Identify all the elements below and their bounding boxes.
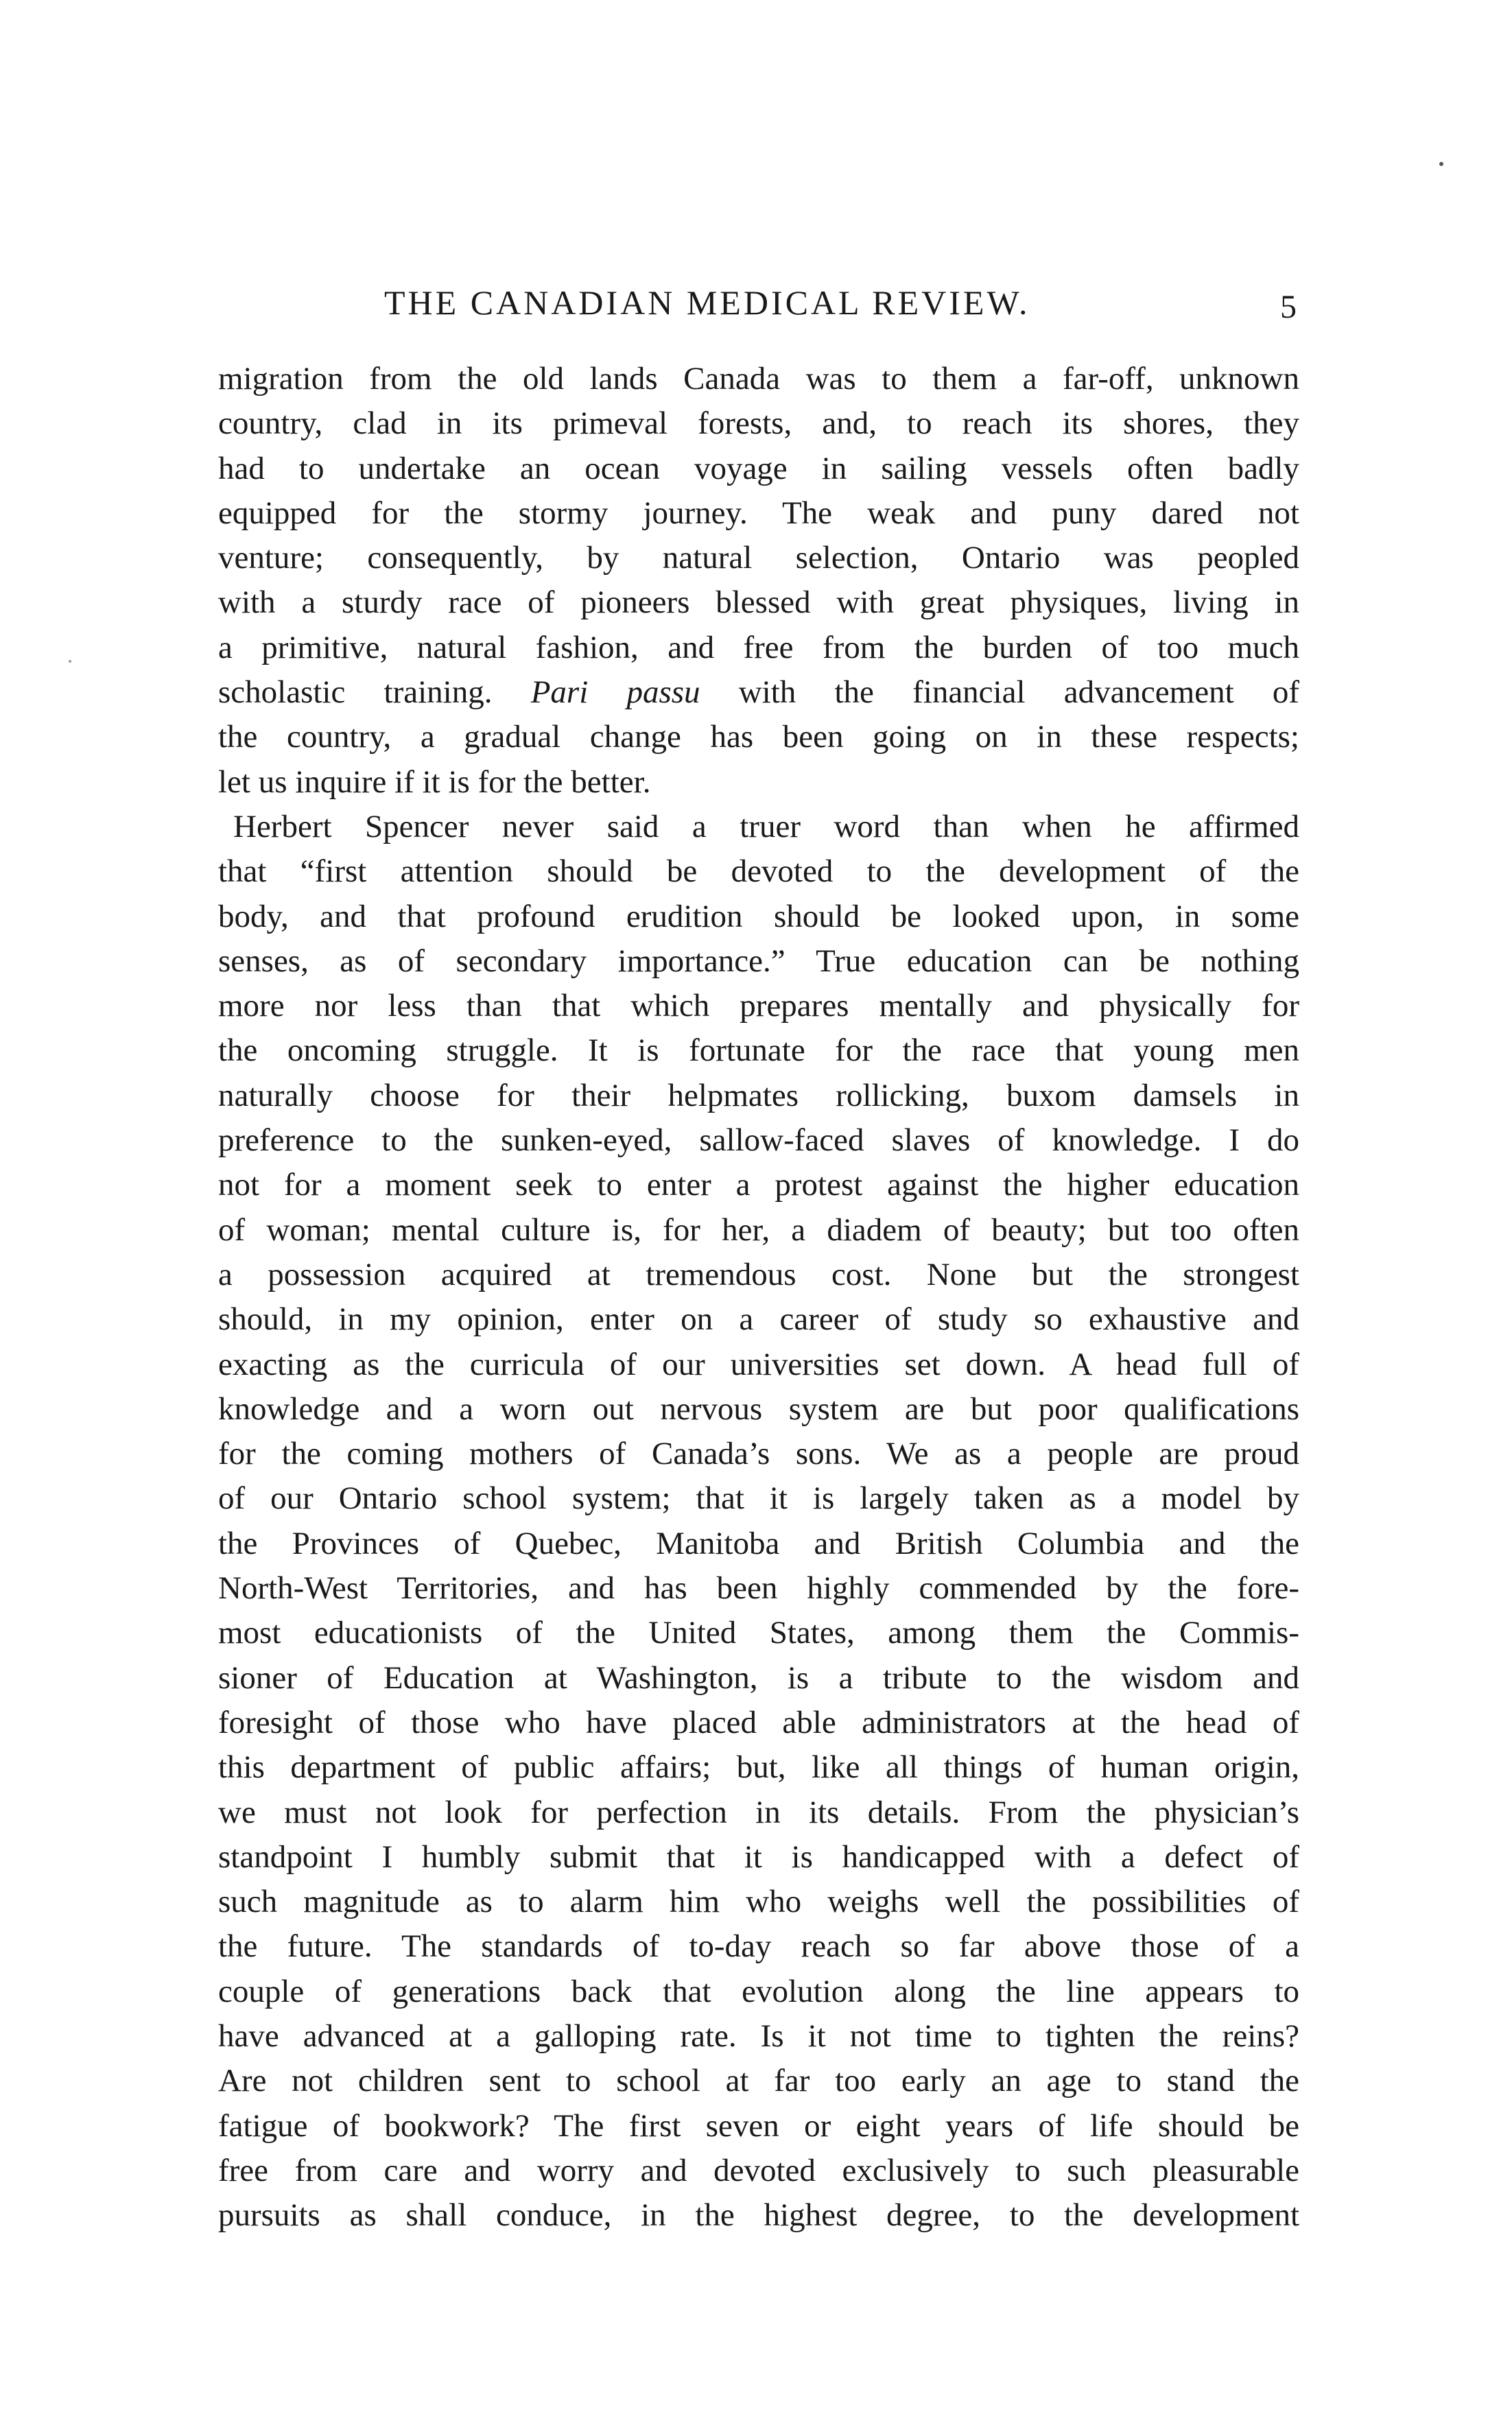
body-text bbox=[218, 357, 1299, 2238]
italic-phrase: Pari passu bbox=[530, 674, 700, 711]
text-line: a possession acquired at tremendous cost. None but the strongest bbox=[218, 1256, 1299, 1292]
text-line: preference to the sunken-eyed, sallow-faced slaves of knowledge. I do bbox=[218, 1122, 1299, 1159]
text-line: naturally choose for their helpmates rollicking, buxom damsels in bbox=[218, 1077, 1299, 1113]
text-line: should, in my opinion, enter on a career of study so exhaustive and bbox=[218, 1301, 1299, 1338]
text-line: knowledge and a worn out nervous system are but poor qualifications bbox=[218, 1391, 1299, 1427]
text-line: standpoint I humbly submit that it is handicapped with a defect of bbox=[218, 1839, 1299, 1875]
text-line: fatigue of bookwork? The first seven or eight years of life should be bbox=[218, 2107, 1299, 2144]
text-line: couple of generations back that evolution along the line appears to bbox=[218, 1973, 1299, 2009]
text-line: the Provinces of Quebec, Manitoba and British Columbia and the bbox=[218, 1525, 1299, 1561]
text-line: Herbert Spencer never said a truer word than when he affirmed bbox=[233, 808, 1299, 844]
text-line: had to undertake an ocean voyage in sailing vessels often badly bbox=[218, 450, 1299, 486]
text-line: with a sturdy race of pioneers blessed with great physiques, living in bbox=[218, 584, 1299, 621]
text-line: most educationists of the United States, among them the Commis- bbox=[218, 1615, 1299, 1651]
text-line: that “first attention should be devoted to the development of the bbox=[218, 853, 1299, 890]
text-line: sioner of Education at Washington, is a tribute to the wisdom and bbox=[218, 1659, 1299, 1696]
text-line: not for a moment seek to enter a protest against the higher education bbox=[218, 1167, 1299, 1203]
text-line: foresight of those who have placed able administrators at the head of bbox=[218, 1704, 1299, 1740]
text-line: venture; consequently, by natural selection, Ontario was peopled bbox=[218, 540, 1299, 576]
text-line: the oncoming struggle. It is fortunate for the race that young men bbox=[218, 1032, 1299, 1069]
text-line: a primitive, natural fashion, and free from the burden of too much bbox=[218, 629, 1299, 665]
text-line: have advanced at a galloping rate. Is it not time to tighten the reins? bbox=[218, 2018, 1299, 2054]
text-line: body, and that profound erudition should be looked upon, in some bbox=[218, 898, 1299, 934]
text-line: Are not children sent to school at far too early an age to stand the bbox=[218, 2063, 1299, 2099]
text-line: North-West Territories, and has been highly commended by the fore- bbox=[218, 1570, 1299, 1607]
text-line: free from care and worry and devoted exclusively to such pleasurable bbox=[218, 2152, 1299, 2188]
text-line: country, clad in its primeval forests, and, to reach its shores, they bbox=[218, 405, 1299, 442]
text-line: exacting as the curricula of our universities set down. A head full of bbox=[218, 1346, 1299, 1382]
text-line: the country, a gradual change has been going on in these respects; bbox=[218, 719, 1299, 755]
text-line: for the coming mothers of Canada’s sons. We as a people are proud bbox=[218, 1436, 1299, 1472]
text-line: the future. The standards of to-day reach so far above those of a bbox=[218, 1928, 1299, 1965]
text-line: of woman; mental culture is, for her, a diadem of beauty; but too often bbox=[218, 1212, 1299, 1248]
text-line-with-italic bbox=[218, 670, 1299, 715]
ink-speck bbox=[69, 660, 71, 663]
text-line: equipped for the stormy journey. The weak and puny dared not bbox=[218, 495, 1299, 531]
text-line: senses, as of secondary importance.” True education can be nothing bbox=[218, 943, 1299, 979]
ink-speck bbox=[1439, 162, 1443, 166]
text-line: of our Ontario school system; that it is largely taken as a model by bbox=[218, 1480, 1299, 1517]
text-line: more nor less than that which prepares mentally and physically for bbox=[218, 988, 1299, 1024]
text-line: this department of public affairs; but, like all things of human origin, bbox=[218, 1749, 1299, 1786]
text-line: let us inquire if it is for the better. bbox=[218, 764, 651, 800]
text-line: we must not look for perfection in its details. From the physician’s bbox=[218, 1794, 1299, 1830]
text-line: pursuits as shall conduce, in the highest degree, to the development bbox=[218, 2197, 1299, 2234]
text-fragment: scholastic training. bbox=[218, 674, 493, 711]
running-head: THE CANADIAN MEDICAL REVIEW. bbox=[384, 283, 1030, 322]
text-line: such magnitude as to alarm him who weighs well the possibilities of bbox=[218, 1884, 1299, 1920]
text-line: migration from the old lands Canada was to them a far-off, unknown bbox=[218, 361, 1299, 397]
page-number: 5 bbox=[1280, 289, 1297, 325]
text-fragment: with the financial advancement of bbox=[738, 674, 1299, 711]
